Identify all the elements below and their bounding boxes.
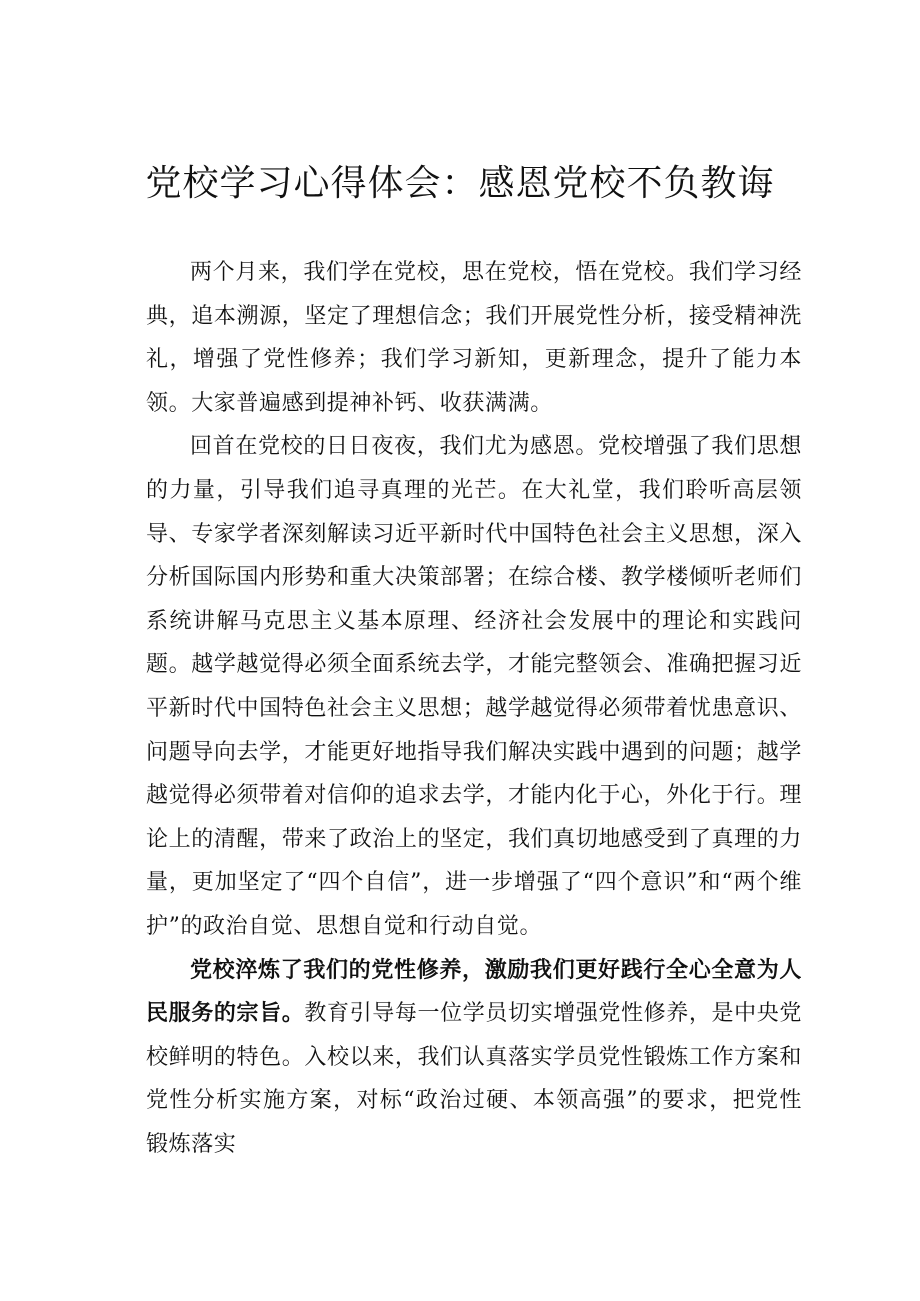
document-title: 党校学习心得体会：感恩党校不负教诲 — [145, 163, 775, 204]
paragraph-3-text: 教育引导每一位学员切实增强党性修养，是中央党校鲜明的特色。入校以来，我们认真落实学员党性锻炼工作方案和党性分析实施方案，对标“政治过硬、本领高强”的要求，把党性锻炼落实 — [146, 1001, 803, 1157]
document-body — [146, 251, 802, 1166]
paragraph-3-lead: 党校淬炼了我们的党性修养，激励我们更好践行全心全意为人民服务的宗旨。 — [146, 956, 802, 1027]
paragraph-1-text: 两个月来，我们学在党校，思在党校，悟在党校。我们学习经典，追本溯源，坚定了理想信念；我们开展党性分析，接受精神洗礼，增强了党性修养；我们学习新知，更新理念，提升了能力本领。大家普遍感到提神补钙、收获满满。 — [146, 260, 802, 416]
paragraph-3 — [146, 949, 802, 1167]
paragraph-1 — [146, 251, 802, 425]
paragraph-2-text: 回首在党校的日日夜夜，我们尤为感恩。党校增强了我们思想的力量，引导我们追寻真理的光芒。在大礼堂，我们聆听高层领导、专家学者深刻解读习近平新时代中国特色社会主义思想，深入分析国际国内形势和重大决策部署；在综合楼、教学楼倾听老师们系统讲解马克思主义基本原理、经济社会发展中的理论和实践问题。越学越觉得必须全面系统去学，才能完整领会、准确把握习近平新时代中国特色社会主义思想；越学越觉得必须带着忧患意识、问题导向去学，才能更好地指导我们解决实践中遇到的问题；越学越觉得必须带着对信仰的追求去学，才能内化于心，外化于行。理论上的清醒，带来了政治上的坚定，我们真切地感受到了真理的力量，更加坚定了“四个自信”，进一步增强了“四个意识”和“两个维护”的政治自觉、思想自觉和行动自觉。 — [146, 434, 802, 939]
paragraph-2 — [146, 425, 802, 948]
